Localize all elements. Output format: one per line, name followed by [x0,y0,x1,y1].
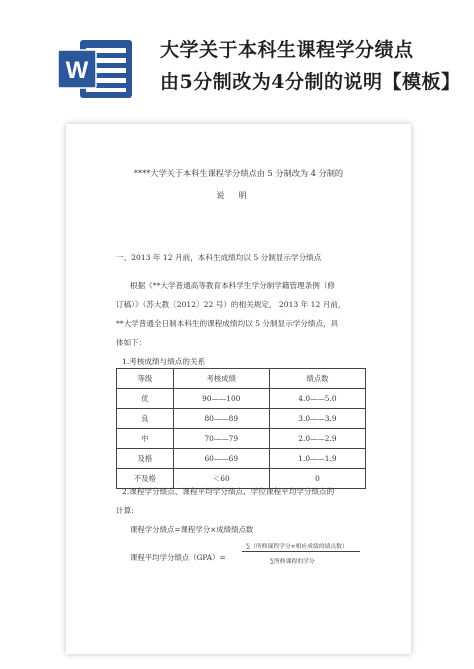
table-header-row [117,369,366,389]
table-header-cell: 绩点数 [269,369,365,389]
document-title: ****大学关于本科生课程学分绩点由 5 分制改为 4 分制的 [133,168,344,178]
word-document-icon [56,38,136,100]
paragraph-1-line-2: 订稿）》（苏大教〔2012〕22 号）的相关规定， 2013 年 12 月前， [116,300,346,309]
table-cell: 及格 [117,449,174,469]
table-cell: 优 [117,389,174,409]
table-row [117,449,366,469]
table-cell: ＜60 [173,469,269,489]
table-cell: 90——100 [173,389,269,409]
document-page [66,124,411,654]
item-2-line-1: 2.课程学分绩点、课程平均学分绩点、学位课程平均学分绩点的 [122,487,335,496]
paragraph-1-line-1: 根据《**大学普通高等教育本科学生学分制学籍管理条例（修 [130,281,336,290]
table-cell: 不及格 [117,469,174,489]
table-cell: 80——89 [173,409,269,429]
table-row [117,389,366,409]
gpa-formula-label: 课程平均学分绩点（GPA）= [130,553,226,562]
table-row [117,429,366,449]
table-cell: 4.0——5.0 [269,389,365,409]
table-caption: 1.考核成绩与绩点的关系 [122,357,206,366]
table-cell: 0 [269,469,365,489]
word-icon-letter: W [65,57,89,84]
table-cell: 1.0——1.9 [269,449,365,469]
header-banner [0,0,474,118]
table-row [117,409,366,429]
table-cell: 3.0——3.9 [269,409,365,429]
paragraph-1-line-3: **大学普通全日制本科生的课程成绩均以 5 分制显示学分绩点，具 [116,319,339,328]
gpa-fraction-bar [242,551,360,552]
table-header-cell: 等级 [117,369,174,389]
table-cell: 60——69 [173,449,269,469]
gpa-numerator: ∑（所修课程学分×相应成绩的绩点数） [246,544,348,550]
formula-course-credit-point: 课程学分绩点=课程学分×成绩绩点数 [130,525,254,534]
table-cell: 2.0——2.9 [269,429,365,449]
document-subtitle: 说明 [216,190,261,200]
gpa-denominator: ∑所修课程的学分 [270,559,315,565]
table-cell: 70——79 [173,429,269,449]
grade-table [116,368,366,489]
header-title-line1: 大学关于本科生课程学分绩点 [160,39,414,61]
header-title-line2: 由5分制改为4分制的说明【模板】 [160,71,461,93]
item-2-line-2: 计算: [116,506,134,515]
table-cell: 中 [117,429,174,449]
section-1-heading: 一、2013 年 12 月前，本科生成绩均以 5 分制显示学分绩点 [116,253,322,262]
table-cell: 良 [117,409,174,429]
table-header-cell: 考核成绩 [173,369,269,389]
header-title [160,34,460,98]
paragraph-1-line-4: 体如下： [116,338,147,347]
